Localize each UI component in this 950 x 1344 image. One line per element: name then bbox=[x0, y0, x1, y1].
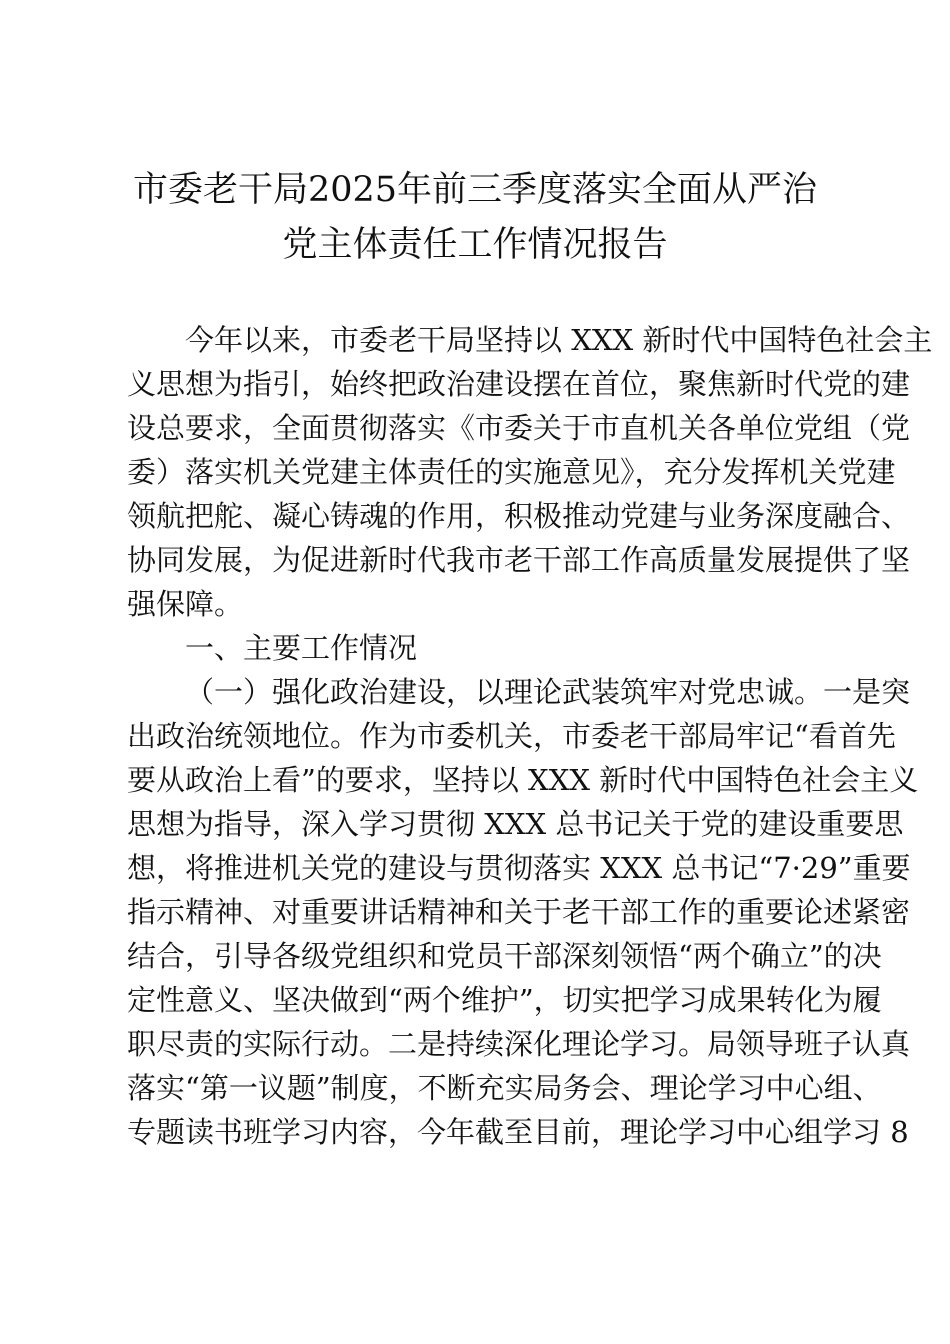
paragraph-line: （一）强化政治建设，以理论武装筑牢对党忠诚。一是突 bbox=[185, 675, 911, 709]
paragraph-line: 委）落实机关党建主体责任的实施意见》，充分发挥机关党建 bbox=[127, 455, 896, 489]
paragraph-line: 专题读书班学习内容，今年截至目前，理论学习中心组学习 8 bbox=[127, 1115, 909, 1149]
paragraph-line: 结合，引导各级党组织和党员干部深刻领悟“两个确立”的决 bbox=[127, 939, 882, 973]
paragraph-line: 定性意义、坚决做到“两个维护”，切实把学习成果转化为履 bbox=[127, 983, 882, 1017]
paragraph-line: 强保障。 bbox=[127, 587, 244, 621]
paragraph-line: 协同发展，为促进新时代我市老干部工作高质量发展提供了坚 bbox=[127, 543, 911, 577]
paragraph-line: 想，将推进机关党的建设与贯彻落实 XXX 总书记“7·29”重要 bbox=[127, 851, 911, 885]
paragraph-line: 要从政治上看”的要求，坚持以 XXX 新时代中国特色社会主义 bbox=[127, 763, 919, 797]
paragraph-line: 设总要求，全面贯彻落实《市委关于市直机关各单位党组（党 bbox=[127, 411, 911, 445]
paragraph-line: 指示精神、对重要讲话精神和关于老干部工作的重要论述紧密 bbox=[127, 895, 911, 929]
paragraph-line: 职尽责的实际行动。二是持续深化理论学习。局领导班子认真 bbox=[127, 1027, 911, 1061]
paragraph-line: 今年以来，市委老干局坚持以 XXX 新时代中国特色社会主 bbox=[185, 323, 933, 357]
paragraph-line: 落实“第一议题”制度，不断充实局务会、理论学习中心组、 bbox=[127, 1071, 882, 1105]
section-heading: 一、主要工作情况 bbox=[185, 631, 418, 665]
paragraph-line: 出政治统领地位。作为市委机关，市委老干部局牢记“看首先 bbox=[127, 719, 896, 753]
document-title-line-1: 市委老干局2025年前三季度落实全面从严治 bbox=[132, 170, 818, 210]
paragraph-line: 思想为指导，深入学习贯彻 XXX 总书记关于党的建设重要思 bbox=[127, 807, 904, 841]
paragraph-line: 义思想为指引，始终把政治建设摆在首位，聚焦新时代党的建 bbox=[127, 367, 911, 401]
paragraph-line: 领航把舵、凝心铸魂的作用，积极推动党建与业务深度融合、 bbox=[127, 499, 911, 533]
document-title-line-2: 党主体责任工作情况报告 bbox=[282, 225, 668, 265]
